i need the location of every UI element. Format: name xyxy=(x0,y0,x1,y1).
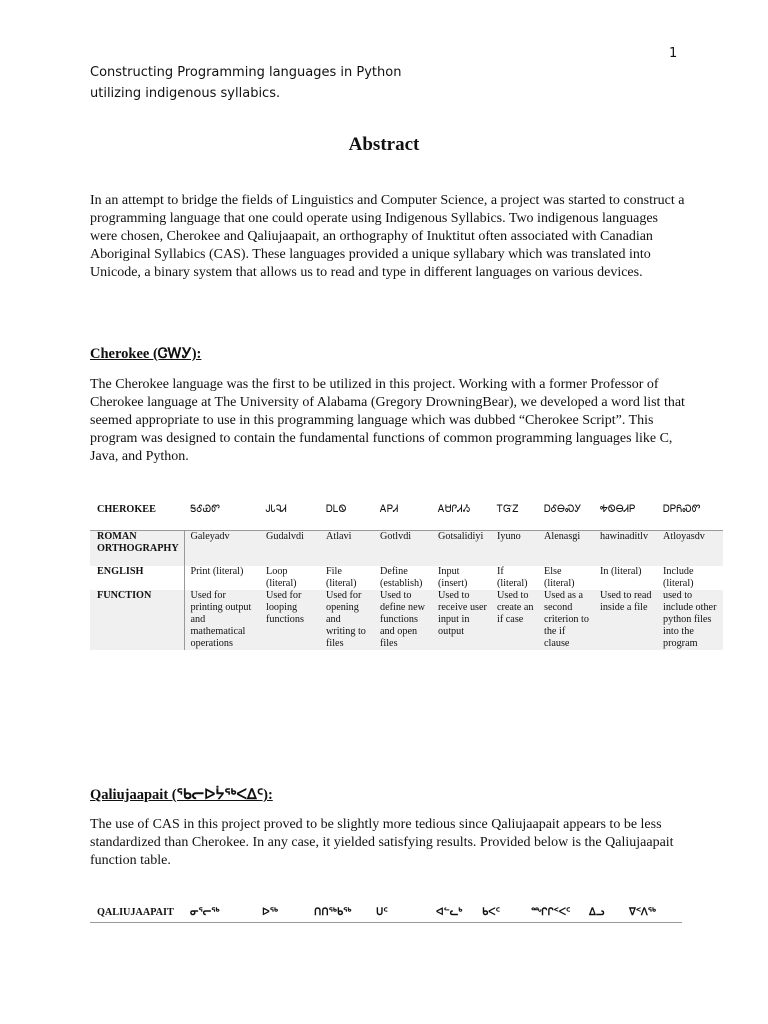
table-row xyxy=(90,531,723,567)
table-cell: Loop (literal) xyxy=(266,566,297,589)
row-label: FUNCTION xyxy=(90,590,184,650)
table-cell: Alenasgi xyxy=(538,531,594,567)
header-line-2: utilizing indigenous syllabics. xyxy=(90,86,281,101)
table-row xyxy=(90,566,723,590)
table-cell: In (literal) xyxy=(600,566,642,577)
table-cell: If (literal) xyxy=(497,566,528,589)
table-cell: Atlavi xyxy=(320,531,374,567)
syllabic-cell: ᎠᎴᎾᏍᎩ xyxy=(538,500,594,531)
table-cell: Used to define new functions and open files xyxy=(374,590,432,650)
page-number: 1 xyxy=(669,46,678,61)
abstract-paragraph: In an attempt to bridge the fields of Linguistics and Computer Science, a project was started to construct a programming language that one could operate using Indigenous Syllabics. Two indigenous languages were chosen, Cherokee and Qaliujaapait, an orthography of Inuktitut often associated with Canadian Aboriginal Syllabics (CAS). These languages provided a unique syllabary which was translated into Unicode, a binary system that allows us to read and type in different languages on various devices. xyxy=(90,193,685,280)
table-cell: hawinaditlv xyxy=(594,531,657,567)
syllabic-cell: ᎪᏢᏗ xyxy=(374,500,432,531)
cherokee-heading: Cherokee (ᏣᎳᎩ): xyxy=(90,346,202,362)
syllabic-cell: ᙱᒋᑉᐸᑦ xyxy=(525,904,583,923)
table-cell: used to include other python files into the program xyxy=(657,590,723,650)
syllabic-cell: ᎠᏢᏲᏍᏛ xyxy=(657,500,723,531)
cherokee-function-table xyxy=(90,500,723,650)
syllabic-cell: ᎠᏞᏫ xyxy=(320,500,374,531)
table-cell: Gotsalidiyi xyxy=(432,531,491,567)
table-cell: Define (establish) xyxy=(380,566,423,589)
syllabic-cell: ᓂᕐᓕᖅ xyxy=(184,904,256,923)
header-line-1: Constructing Programming languages in Python xyxy=(90,65,402,80)
syllabic-cell: ᎦᎴᏯᏛ xyxy=(184,500,260,531)
syllabic-cell: ᑎᑎᖅᑲᖅ xyxy=(308,904,370,923)
table-cell: Used to receive user input in output xyxy=(432,590,491,650)
syllabic-cell: ᎫᏓᎸᏗ xyxy=(260,500,320,531)
table-cell: Used to read inside a file xyxy=(594,590,657,650)
table-cell: Iyuno xyxy=(491,531,538,567)
row-label: ROMAN ORTHOGRAPHY xyxy=(90,531,184,567)
syllabic-cell: ᐁᑉᐱᖅ xyxy=(623,904,682,923)
table-cell: Used as a second criterion to the if clause xyxy=(538,590,594,650)
qaliujaapait-heading: Qaliujaapait (ᖃᓕᐅᔮᖅᐸᐃᑦ): xyxy=(90,787,273,803)
syllabic-cell: ᐊᓪᓚᒃ xyxy=(430,904,476,923)
table-cell: Gudalvdi xyxy=(260,531,320,567)
table-cell: Print (literal) xyxy=(190,566,244,577)
syllabic-cell: ᎭᏫᎾᏗᏢ xyxy=(594,500,657,531)
syllabic-cell: ᑲᐸᑦ xyxy=(476,904,525,923)
document-header xyxy=(90,62,401,104)
table-cell: Include (literal) xyxy=(663,566,694,589)
syllabic-cell: ᐃᓗ xyxy=(583,904,623,923)
row-label: ENGLISH xyxy=(90,566,184,590)
table-row xyxy=(90,590,723,650)
table-header-row xyxy=(90,904,682,923)
syllabic-cell: ᎪᏌᎵᏗᏱ xyxy=(432,500,491,531)
qaliujaapait-paragraph: The use of CAS in this project proved to be slightly more tedious since Qaliujaapait appears to be less standardized than Cherokee. In any case, it yielded satisfying results. Provided below is the Qaliujaapait function table. xyxy=(90,817,674,868)
table-cell: File (literal) xyxy=(326,566,357,589)
syllabic-cell: ᑌᑦ xyxy=(370,904,430,923)
table-header-row xyxy=(90,500,723,531)
table-cell: Galeyadv xyxy=(184,531,260,567)
table-cell: Else (literal) xyxy=(544,566,575,589)
table-cell: Used for printing output and mathematical operations xyxy=(184,590,260,650)
table-header-label: QALIUJAAPAIT xyxy=(90,904,184,923)
cherokee-paragraph: The Cherokee language was the first to be utilized in this project. Working with a former Professor of Cherokee language at The University of Alabama (Gregory DrowningBear), we developed a word list that seemed appropriate to use in this programming language which was dubbed “Cherokee Script”. This program was designed to contain the fundamental functions of common programming languages like C, Java, and Python. xyxy=(90,377,685,464)
table-cell: Gotlvdi xyxy=(374,531,432,567)
table-cell: Used for looping functions xyxy=(260,590,320,650)
table-cell: Used for opening and writing to files xyxy=(320,590,374,650)
syllabic-cell: ᎢᏳᏃ xyxy=(491,500,538,531)
syllabic-cell: ᐅᖅ xyxy=(256,904,308,923)
table-cell: Input (insert) xyxy=(438,566,468,589)
table-header-label: CHEROKEE xyxy=(90,500,184,531)
table-cell: Atloyasdv xyxy=(657,531,723,567)
qaliujaapait-function-table xyxy=(90,904,682,923)
table-cell: Used to create an if case xyxy=(491,590,538,650)
abstract-heading: Abstract xyxy=(348,134,420,155)
